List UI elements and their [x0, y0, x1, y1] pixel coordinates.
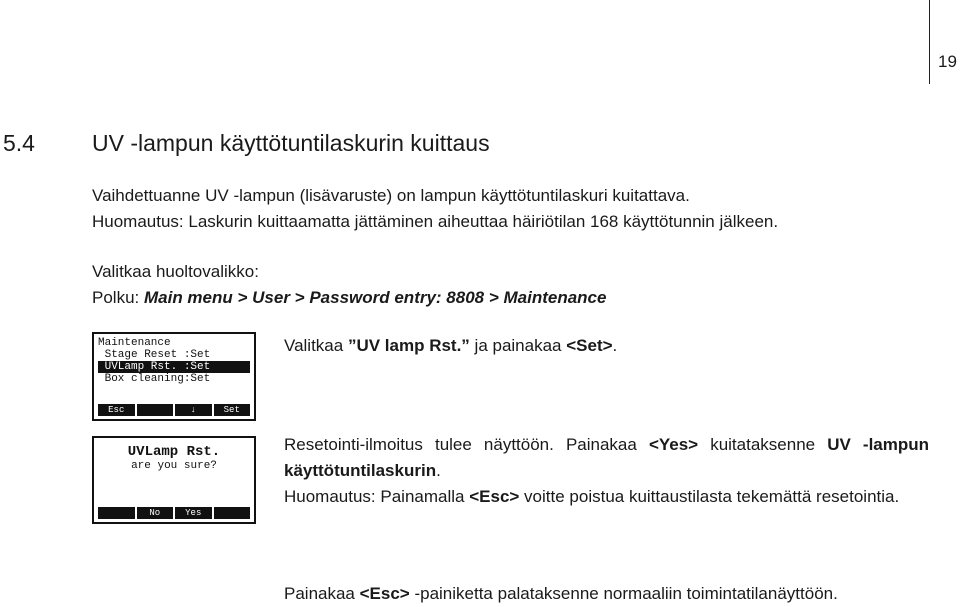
step2-counter-label: UV -lampun käyttötuntilaskurin: [284, 435, 930, 480]
esc-softkey[interactable]: Esc: [98, 404, 135, 416]
step2-yes-label: <Yes>: [648, 435, 699, 454]
final-esc-label: <Esc>: [359, 584, 410, 603]
final-text-post: -painiketta palataksenne normaaliin toimintatilanäyttöön.: [409, 584, 838, 603]
no-softkey[interactable]: No: [137, 507, 174, 519]
confirm-softkey-bar: [98, 507, 250, 519]
lcd-line-box-cleaning: Box cleaning:Set: [98, 373, 211, 385]
step2-text-mid: kuitataksenne: [698, 435, 828, 454]
step1-text-mid: ja painakaa: [469, 336, 567, 355]
section-number: 5.4: [3, 130, 35, 156]
section-title: UV -lampun käyttötuntilaskurin kuittaus: [92, 130, 490, 156]
confirm-title: UVLamp Rst.: [127, 444, 221, 460]
page-number: 19: [938, 52, 957, 71]
menu-path-prefix: Polku:: [92, 288, 144, 307]
intro-line-2: Huomautus: Laskurin kuittaamatta jättäminen aiheuttaa häiriötilan 168 käyttötunnin jälkeen.: [92, 212, 779, 231]
menu-path: [92, 285, 606, 311]
blank-softkey: [137, 404, 174, 416]
step1-instruction: [284, 333, 617, 359]
step2-text-post: .: [436, 461, 441, 480]
step2-instruction: [284, 432, 929, 510]
step1-uvlamp-label: ”UV lamp Rst.”: [347, 336, 470, 355]
step1-set-label: <Set>: [566, 336, 613, 355]
down-arrow-softkey[interactable]: ↓: [175, 404, 212, 416]
confirm-display: [92, 436, 256, 524]
step2-text-pre: Resetointi-ilmoitus tulee näyttöön. Painakaa: [284, 435, 649, 454]
final-text-pre: Painakaa: [284, 584, 360, 603]
step1-text-post: .: [612, 336, 618, 355]
step2-esc-label: <Esc>: [469, 487, 520, 506]
step2-note-pre: Huomautus: Painamalla: [284, 487, 470, 506]
menu-path-route: Main menu > User > Password entry: 8808 > Maintenance: [143, 288, 607, 307]
yes-softkey[interactable]: Yes: [175, 507, 212, 519]
confirm-subtitle: are you sure?: [131, 460, 217, 472]
maintenance-display: [92, 332, 256, 421]
set-softkey[interactable]: Set: [214, 404, 251, 416]
page-margin-rule: [929, 0, 930, 84]
path-label: Valitkaa huoltovalikko:: [92, 262, 259, 281]
lcd-line-uvlamp-selected: UVLamp Rst. :Set: [98, 361, 250, 373]
lcd-line-title: Maintenance: [98, 337, 171, 349]
lcd-line-stage-reset: Stage Reset :Set: [98, 349, 211, 361]
intro-line-1: Vaihdettuanne UV -lampun (lisävaruste) on lampun käyttötuntilaskuri kuitattava.: [92, 186, 690, 205]
final-instruction: [284, 581, 838, 607]
blank-softkey-right: [214, 507, 251, 519]
softkey-bar: [98, 404, 250, 416]
step2-note-post: voitte poistua kuittaustilasta tekemättä resetointia.: [519, 487, 900, 506]
blank-softkey-left: [98, 507, 135, 519]
step1-text-pre: Valitkaa: [284, 336, 348, 355]
